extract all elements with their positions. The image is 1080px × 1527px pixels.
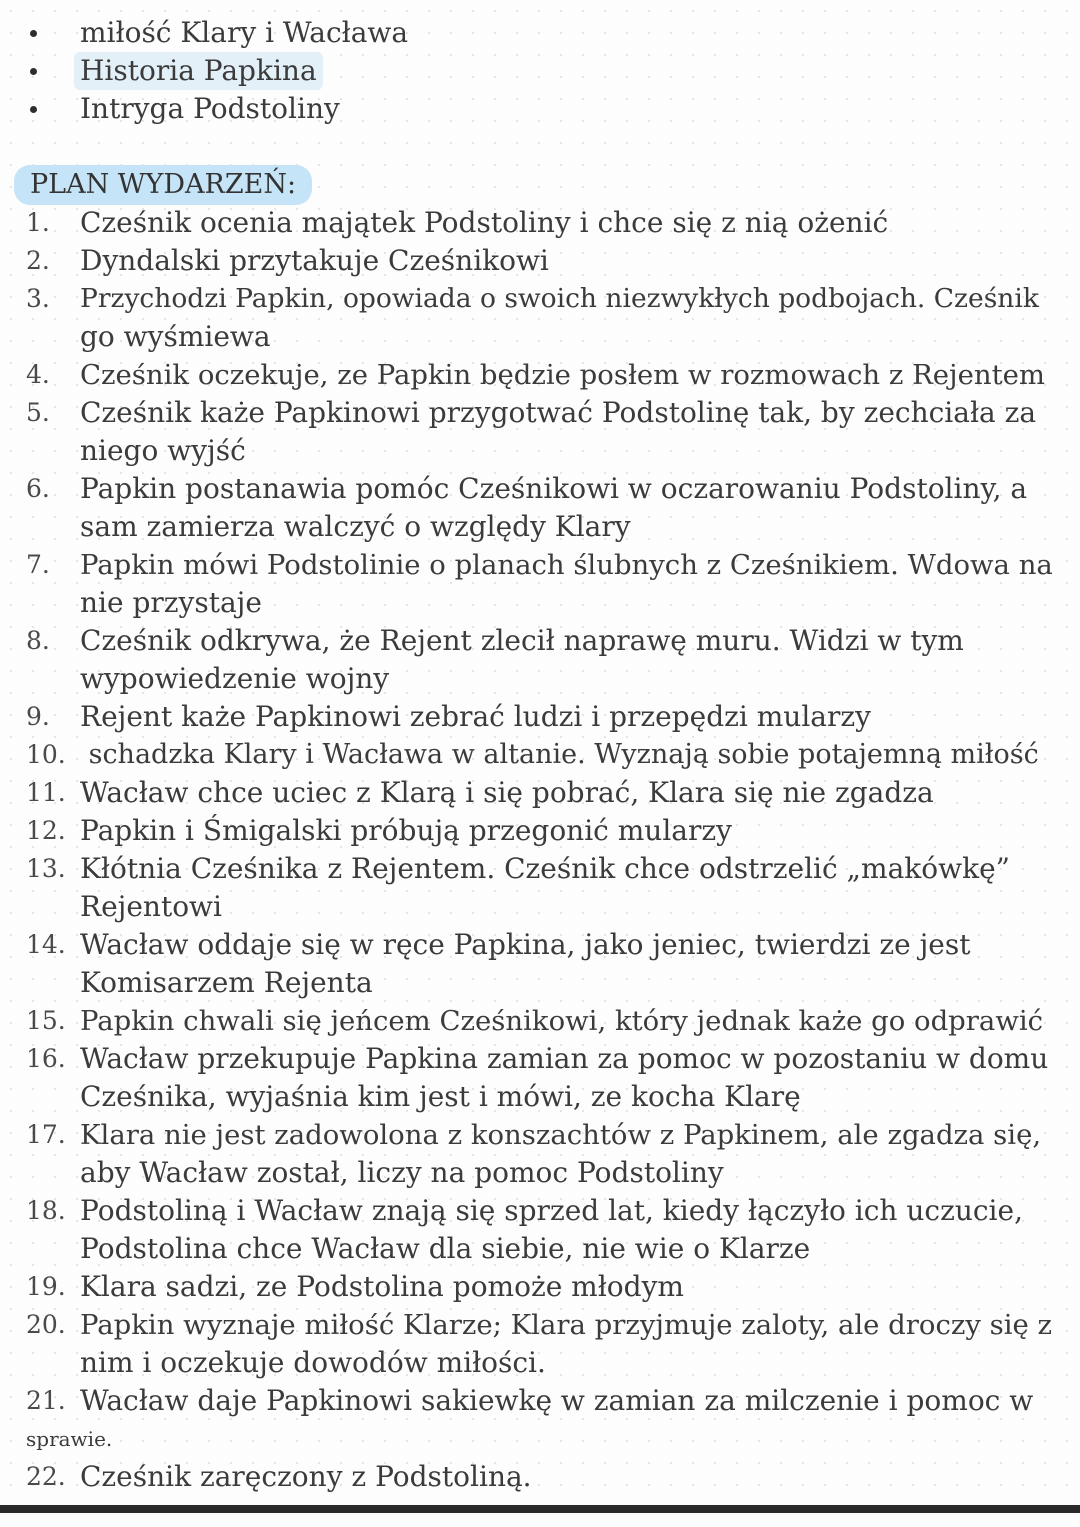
plan-item-line: Cześnik zaręczony z Podstoliną.: [80, 1460, 532, 1493]
plan-item-line: Kłótnia Cześnika z Rejentem. Cześnik chce odstrzelić „makówkę”: [80, 852, 1010, 885]
topic-text: miłość Klary i Wacława: [80, 16, 409, 49]
plan-item: [26, 1382, 1056, 1458]
plan-item-number: 1.: [26, 208, 50, 237]
plan-item: [26, 926, 1056, 1002]
plan-item-line: Rejent każe Papkinowi zebrać ludzi i przepędzi mularzy: [80, 700, 871, 733]
plan-item: [26, 698, 1056, 736]
plan-item-line: Podstolina chce Wacław dla siebie, nie wie o Klarze: [80, 1232, 811, 1265]
plan-item-number: 12.: [26, 816, 66, 845]
plan-item: [26, 204, 1056, 242]
plan-item-line: Podstoliną i Wacław znają się sprzed lat, kiedy łączyło ich uczucie,: [80, 1194, 1023, 1227]
plan-item-line: Cześnik każe Papkinowi przygotwać Podstolinę tak, by zechciała za: [80, 396, 1037, 429]
plan-item-line: Rejentowi: [80, 890, 222, 923]
bullet-dot-icon: [30, 30, 37, 37]
plan-item: [26, 1040, 1056, 1116]
plan-item-line: go wyśmiewa: [80, 320, 271, 353]
plan-item-line: Papkin chwali się jeńcem Cześnikowi, który jednak każe go odprawić: [80, 1005, 1044, 1037]
plan-item-line: Wacław daje Papkinowi sakiewkę w zamian za milczenie i pomoc w: [80, 1384, 1034, 1417]
plan-item-number: 5.: [26, 398, 50, 427]
plan-item: [26, 1268, 1056, 1306]
plan-item-line: Klara nie jest zadowolona z konszachtów z Papkinem, ale zgadza się,: [80, 1119, 1042, 1151]
plan-item: [26, 1192, 1056, 1268]
plan-item-line: Wacław chce uciec z Klarą i się pobrać, Klara się nie zgadza: [80, 776, 934, 809]
plan-item-number: 16.: [26, 1044, 66, 1073]
bullet-dot-icon: [30, 106, 37, 113]
plan-item-line: niego wyjść: [80, 434, 246, 467]
plan-item: [26, 1458, 1056, 1496]
plan-item-number: 17.: [26, 1120, 66, 1149]
plan-item: [26, 546, 1056, 622]
plan-item-number: 20.: [26, 1310, 66, 1339]
plan-item-number: 19.: [26, 1272, 66, 1301]
plan-item-number: 14.: [26, 930, 66, 959]
plan-item-line: Przychodzi Papkin, opowiada o swoich niezwykłych podbojach. Cześnik: [80, 283, 1039, 314]
plan-item-line: Cześnik oczekuje, ze Papkin będzie posłem w rozmowach z Rejentem: [80, 359, 1045, 391]
plan-item: [26, 280, 1056, 356]
plan-item-line: Wacław oddaje się w ręce Papkina, jako jeniec, twierdzi ze jest: [80, 928, 971, 961]
plan-item: [26, 394, 1056, 470]
plan-item-line: Papkin i Śmigalski próbują przegonić mularzy: [80, 814, 732, 847]
plan-item-line: nim i oczekuje dowodów miłości.: [80, 1346, 546, 1379]
plan-item-line: Papkin mówi Podstolinie o planach ślubnych z Cześnikiem. Wdowa na: [80, 549, 1053, 581]
plan-item-line: Komisarzem Rejenta: [80, 966, 373, 999]
plan-item-number: 2.: [26, 246, 50, 275]
plan-item-line: Klara sadzi, ze Podstolina pomoże młodym: [80, 1270, 684, 1303]
plan-item-number: 8.: [26, 626, 50, 655]
plan-item: [26, 812, 1056, 850]
plan-item-number: 13.: [26, 854, 66, 883]
plan-item-line: nie przystaje: [80, 586, 262, 619]
plan-item-number: 6.: [26, 474, 50, 503]
plan-item-number: 3.: [26, 284, 50, 313]
plan-item-number: 10.: [26, 740, 66, 769]
plan-item: [26, 1002, 1056, 1040]
plan-item: [26, 622, 1056, 698]
plan-item-line: Dyndalski przytakuje Cześnikowi: [80, 244, 549, 277]
plan-item-number: 15.: [26, 1006, 66, 1035]
plan-item-number: 11.: [26, 778, 66, 807]
plan-item-number: 22.: [26, 1462, 66, 1491]
plan-item-number: 18.: [26, 1196, 66, 1225]
plan-item: [26, 356, 1056, 394]
plan-item-line: sprawie.: [26, 1427, 113, 1451]
plan-item: [26, 1116, 1056, 1192]
page-bottom-edge: [0, 1505, 1080, 1513]
plan-item: [26, 736, 1056, 774]
plan-item-number: 4.: [26, 360, 50, 389]
plan-item-line: wypowiedzenie wojny: [80, 662, 390, 695]
plan-item: [26, 774, 1056, 812]
plan-item-number: 9.: [26, 702, 50, 731]
events-plan-list: [26, 204, 1056, 1496]
plan-item-line: aby Wacław został, liczy na pomoc Podstoliny: [80, 1156, 724, 1189]
plan-item-number: 7.: [26, 550, 50, 579]
topic-text: Historia Papkina: [74, 52, 323, 90]
plan-item-line: sam zamierza walczyć o względy Klary: [80, 510, 631, 543]
plan-item-line: schadzka Klary i Wacława w altanie. Wyznają sobie potajemną miłość: [80, 739, 1039, 770]
plan-item-line: Papkin wyznaje miłość Klarze; Klara przyjmuje zaloty, ale droczy się z: [80, 1309, 1053, 1341]
plan-item-line: Wacław przekupuje Papkina zamian za pomoc w pozostaniu w domu: [80, 1042, 1049, 1075]
topic-text: Intryga Podstoliny: [80, 92, 340, 125]
plan-item-line: Cześnik ocenia majątek Podstoliny i chce się z nią ożenić: [80, 206, 889, 239]
plan-heading: PLAN WYDARZEŃ:: [14, 165, 312, 205]
plan-item: [26, 470, 1056, 546]
plan-item: [26, 242, 1056, 280]
plan-item: [26, 850, 1056, 926]
plan-item-number: 21.: [26, 1386, 66, 1415]
plan-item: [26, 1306, 1056, 1382]
plan-item-line: Cześnika, wyjaśnia kim jest i mówi, ze kocha Klarę: [80, 1080, 801, 1113]
plan-item-line: Cześnik odkrywa, że Rejent zlecił naprawę muru. Widzi w tym: [80, 624, 964, 657]
plan-item-line: Papkin postanawia pomóc Cześnikowi w oczarowaniu Podstoliny, a: [80, 472, 1028, 505]
bullet-dot-icon: [30, 68, 37, 75]
